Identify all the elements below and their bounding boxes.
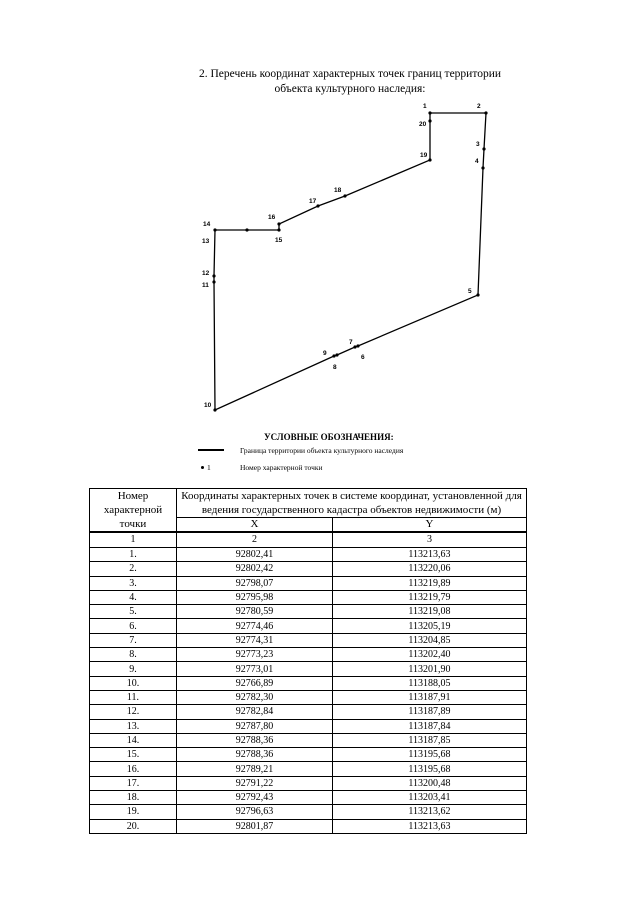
boundary-point-marker <box>212 280 215 283</box>
cell-y: 113187,84 <box>333 719 527 733</box>
table-row <box>90 719 527 733</box>
cell-point-number: 16. <box>90 762 177 776</box>
cell-x: 92796,63 <box>177 805 333 819</box>
cell-x: 92766,89 <box>177 676 333 690</box>
table-row <box>90 791 527 805</box>
cell-x: 92795,98 <box>177 590 333 604</box>
cell-x: 92774,31 <box>177 633 333 647</box>
table-row <box>90 562 527 576</box>
boundary-point-label: 11 <box>202 282 209 289</box>
cell-point-number: 11. <box>90 690 177 704</box>
cell-point-number: 12. <box>90 705 177 719</box>
boundary-line <box>214 113 486 410</box>
cell-x: 92788,36 <box>177 733 333 747</box>
table-row <box>90 705 527 719</box>
cell-y: 113187,91 <box>333 690 527 704</box>
cell-point-number: 7. <box>90 633 177 647</box>
cell-y: 113219,08 <box>333 605 527 619</box>
cell-x: 92791,22 <box>177 776 333 790</box>
cell-point-number: 5. <box>90 605 177 619</box>
cell-point-number: 15. <box>90 748 177 762</box>
table-row <box>90 805 527 819</box>
boundary-point-marker <box>213 408 216 411</box>
cell-x: 92782,84 <box>177 705 333 719</box>
coordinates-table <box>89 488 527 834</box>
boundary-point-label: 4 <box>475 158 479 165</box>
table-row <box>90 590 527 604</box>
cell-point-number: 6. <box>90 619 177 633</box>
cell-point-number: 3. <box>90 576 177 590</box>
boundary-point-label: 13 <box>202 238 210 245</box>
boundary-point-marker <box>277 222 280 225</box>
table-row <box>90 762 527 776</box>
boundary-point-marker <box>481 166 484 169</box>
boundary-point-marker <box>277 228 280 231</box>
cell-y: 113213,62 <box>333 805 527 819</box>
boundary-point-marker <box>316 204 319 207</box>
boundary-point-label: 6 <box>361 354 365 361</box>
cell-y: 113219,79 <box>333 590 527 604</box>
cell-y: 113188,05 <box>333 676 527 690</box>
boundary-point-label: 16 <box>268 214 276 221</box>
boundary-point-marker <box>332 354 335 357</box>
legend-point-row <box>198 461 323 473</box>
boundary-point-marker <box>353 345 356 348</box>
boundary-point-marker <box>356 344 359 347</box>
cell-y: 113195,68 <box>333 748 527 762</box>
cell-x: 92801,87 <box>177 819 333 833</box>
boundary-point-label: 14 <box>203 221 211 228</box>
boundary-point-labels <box>202 103 481 409</box>
cell-x: 92773,23 <box>177 648 333 662</box>
table-row <box>90 648 527 662</box>
boundary-point-label: 20 <box>419 121 427 128</box>
cell-point-number: 13. <box>90 719 177 733</box>
boundary-point-label: 9 <box>323 350 327 357</box>
table-row <box>90 748 527 762</box>
legend-point-dot-icon <box>201 466 204 469</box>
cell-point-number: 4. <box>90 590 177 604</box>
boundary-point-label: 5 <box>468 288 472 295</box>
boundary-point-label: 2 <box>477 103 481 110</box>
boundary-point-marker <box>428 119 431 122</box>
cell-y: 113219,89 <box>333 576 527 590</box>
boundary-point-label: 17 <box>309 198 317 205</box>
cell-point-number: 20. <box>90 819 177 833</box>
cell-point-number: 2. <box>90 562 177 576</box>
boundary-point-marker <box>245 228 248 231</box>
table-row <box>90 605 527 619</box>
cell-y: 113213,63 <box>333 819 527 833</box>
table-row <box>90 548 527 562</box>
legend-boundary-label: Граница территории объекта культурного наследия <box>240 445 404 455</box>
cell-y: 113195,68 <box>333 762 527 776</box>
cell-point-number: 10. <box>90 676 177 690</box>
column-index-1: 1 <box>90 532 177 548</box>
cell-point-number: 14. <box>90 733 177 747</box>
cell-y: 113202,40 <box>333 648 527 662</box>
cell-x: 92787,80 <box>177 719 333 733</box>
boundary-point-marker <box>343 194 346 197</box>
boundary-point-label: 18 <box>334 187 342 194</box>
section-heading-line2: объекта культурного наследия: <box>274 83 426 95</box>
cell-point-number: 8. <box>90 648 177 662</box>
boundary-point-label: 15 <box>275 237 283 244</box>
cell-x: 92802,41 <box>177 548 333 562</box>
boundary-point-label: 1 <box>423 103 427 110</box>
cell-y: 113200,48 <box>333 776 527 790</box>
boundary-point-label: 19 <box>420 152 428 159</box>
column-index-3: 3 <box>333 532 527 548</box>
column-index-2: 2 <box>177 532 333 548</box>
cell-y: 113203,41 <box>333 791 527 805</box>
cell-y: 113205,19 <box>333 619 527 633</box>
header-x: X <box>177 518 333 533</box>
boundary-point-label: 3 <box>476 141 480 148</box>
cell-y: 113187,85 <box>333 733 527 747</box>
cell-y: 113187,89 <box>333 705 527 719</box>
cell-y: 113213,63 <box>333 548 527 562</box>
boundary-point-marker <box>335 353 338 356</box>
cell-y: 113204,85 <box>333 633 527 647</box>
table-row <box>90 576 527 590</box>
boundary-point-marker <box>484 111 487 114</box>
boundary-point-marker <box>482 147 485 150</box>
boundary-points <box>212 111 487 411</box>
boundary-point-marker <box>428 111 431 114</box>
cell-point-number: 19. <box>90 805 177 819</box>
coordinates-table-body <box>90 548 527 834</box>
cell-x: 92782,30 <box>177 690 333 704</box>
legend-point-symbol: 1 <box>207 462 211 472</box>
table-row <box>90 776 527 790</box>
legend-title: УСЛОВНЫЕ ОБОЗНАЧЕНИЯ: <box>264 432 394 442</box>
table-row <box>90 676 527 690</box>
boundary-point-marker <box>476 293 479 296</box>
table-row <box>90 633 527 647</box>
cell-y: 113201,90 <box>333 662 527 676</box>
cell-x: 92788,36 <box>177 748 333 762</box>
table-row <box>90 662 527 676</box>
header-point-number: Номер характерной точки <box>90 489 177 533</box>
cell-x: 92802,42 <box>177 562 333 576</box>
table-row <box>90 690 527 704</box>
header-y: Y <box>333 518 527 533</box>
legend-boundary-row <box>198 444 403 456</box>
header-coordinates: Координаты характерных точек в системе координат, установленной для ведения государственного кадастра объектов недвижимости (м) <box>177 489 527 518</box>
section-heading-line1: 2. Перечень координат характерных точек границ территории <box>198 68 502 80</box>
cell-point-number: 17. <box>90 776 177 790</box>
legend-point-label: Номер характерной точки <box>240 462 323 472</box>
boundary-point-marker <box>428 158 431 161</box>
boundary-point-marker <box>212 274 215 277</box>
cell-x: 92780,59 <box>177 605 333 619</box>
column-index-row <box>90 532 527 548</box>
table-row <box>90 819 527 833</box>
cell-x: 92792,43 <box>177 791 333 805</box>
cell-x: 92798,07 <box>177 576 333 590</box>
boundary-point-label: 7 <box>349 339 353 346</box>
boundary-point-label: 12 <box>202 270 210 277</box>
boundary-point-marker <box>213 228 216 231</box>
cell-x: 92789,21 <box>177 762 333 776</box>
table-row <box>90 733 527 747</box>
cell-x: 92774,46 <box>177 619 333 633</box>
cell-x: 92773,01 <box>177 662 333 676</box>
cell-y: 113220,06 <box>333 562 527 576</box>
cell-point-number: 9. <box>90 662 177 676</box>
boundary-point-label: 8 <box>333 364 337 371</box>
cell-point-number: 1. <box>90 548 177 562</box>
legend-boundary-line-icon <box>198 449 224 451</box>
cell-point-number: 18. <box>90 791 177 805</box>
table-row <box>90 619 527 633</box>
boundary-point-label: 10 <box>204 402 212 409</box>
